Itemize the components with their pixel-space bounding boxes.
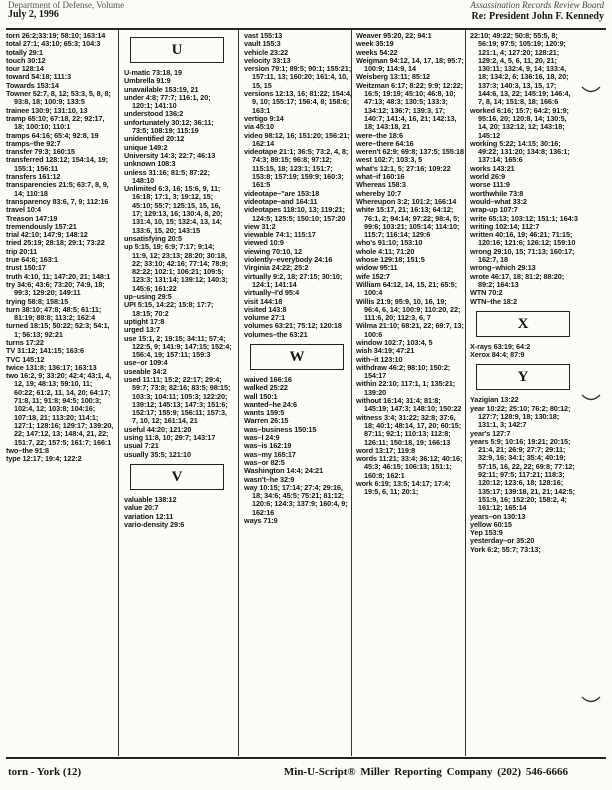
index-entry: Weaver 95:20, 22; 94:1	[356, 32, 432, 40]
index-entry: works 143:21	[470, 163, 515, 173]
index-entry: turned 18:15; 50:22; 52:3; 54:1, 1; 56:13; 92:21	[6, 321, 110, 339]
index-entry: withdraw 46:2; 98:10; 150:2; 154:17	[356, 362, 451, 381]
index-entry: usual 7:21	[124, 441, 159, 451]
index-entry: visit 144:18	[244, 296, 283, 306]
index-column-5	[470, 32, 578, 754]
index-entry: tour 128:14	[6, 64, 44, 74]
index-entry: whereby 10:7	[356, 188, 402, 198]
index-entry: trial 42:10; 147:9; 148:12	[6, 230, 88, 240]
index-entry: tremendously 157:21	[6, 221, 77, 231]
index-entry: view 31:2	[244, 221, 276, 231]
index-entry: up–using 29:5	[124, 292, 172, 302]
index-entry: viewed 10:9	[244, 238, 284, 248]
index-entry: variation 12:11	[124, 511, 174, 521]
index-entry: wife 152:7	[356, 271, 390, 281]
index-entry: writing 102:14; 112:7	[470, 221, 540, 231]
index-entry: totally 29:1	[6, 47, 43, 57]
index-column-1	[6, 32, 114, 754]
index-entry: 22:10; 49:22; 50:8; 55:5, 8; 56:19; 97:5; 105:19; 120:9; 121:1, 4; 127:20; 128:21; 129:2, 4, 5, 6, 11, 20, 21; 130:11; 132:4, 9, 14; 133:4, 18; 134:2, 6; 136:16, 18, 20; 137:3; 140:3, 13, 15, 17; 144:6, 13, 22; 145:19; 146:4, 7, 8, 14; 151:8, 18; 166:6	[470, 32, 571, 107]
index-entry: wrong 29:10, 15; 71:13; 160:17; 162:7, 18	[470, 246, 575, 265]
footer-publisher: Min-U-Script® Miller Reporting Company (202) 546-6666	[283, 766, 568, 778]
index-entry: tramps 64:16; 65:4; 92:8, 19	[6, 130, 99, 140]
index-entry: Warren 26:15	[244, 416, 289, 426]
index-entry: type 12:17; 19:4; 122:2	[6, 454, 82, 464]
index-column-3	[244, 32, 352, 754]
index-entry: turn 38:10; 47:8; 48:5; 61:11; 81:19; 88:8; 113:2; 162:4	[6, 304, 102, 323]
index-entry: Yazigian 13:22	[470, 395, 519, 405]
index-entry: wrong–which 29:13	[470, 263, 536, 273]
index-entry: what–if 160:16	[356, 172, 405, 182]
index-entry: travel 10:4	[6, 205, 42, 215]
index-entry: with–it 123:10	[356, 354, 403, 364]
index-entry: years 5:9; 10:16; 19:21; 20:15; 21:4, 21; 26:9; 27:7; 29:11; 32:9, 16; 34:1; 35:4; 40:19; 57:15, 16, 22, 22; 69:8; 77:12; 92:11; 97:5; 117:21; 118:3; 120:12; 123:6, 18; 128:16; 135:17; 139:18, 21, 21; 142:5; 151:9, 16; 152:20; 158:2, 4; 161:12; 165:14	[470, 436, 575, 513]
index-entry: using 11:8, 10; 29:7; 143:17	[124, 433, 216, 443]
index-entry: torn 26:2;33:19; 58:10; 163:14	[6, 32, 106, 40]
index-entry: witness 3:4; 31:22; 32:8; 37:6, 18; 40:1; 48:14, 17, 20; 60:15; 87:11; 92:1; 110:13; 112:8; 126:11; 150:18, 19; 166:13	[356, 412, 462, 447]
index-entry: was–my 165:17	[244, 449, 296, 459]
index-entry: white 15:17, 21; 16:13; 64:12; 76:1, 2; 94:14; 97:22; 98:4, 5; 99:6; 103:21; 105:14; 114:10; 115:7; 116:14; 129:6	[356, 205, 460, 240]
index-entry: TVC 145:12	[6, 354, 45, 364]
header-right	[470, 0, 604, 22]
index-entry: total 27:1; 43:10; 65:3; 104:3	[6, 39, 101, 49]
index-entry: videotape–and 164:11	[244, 196, 318, 206]
index-entry: via 45:10	[244, 122, 274, 132]
index-entry: unidentified 20:12	[124, 134, 185, 144]
index-entry: yellow 60:15	[470, 519, 512, 529]
index-entry: Umbrella 91:9	[124, 76, 171, 86]
index-entry: week 35:19	[356, 39, 394, 49]
index-entry: whose 129:18; 151:5	[356, 255, 425, 265]
index-entry: walked 25:22	[244, 383, 288, 393]
index-entry: use–or 109:4	[124, 358, 168, 368]
column-divider	[465, 30, 466, 756]
index-entry: WTN–the 18:2	[470, 296, 518, 306]
index-entry: wasn't–he 32:9	[244, 474, 295, 484]
index-entry: year 10:22; 25:10; 76:2; 80:12; 127:7; 128:9, 18; 130:18; 131:1, 3; 142:7	[470, 403, 571, 430]
index-entry: Whereas 158:3	[356, 180, 406, 190]
index-entry: Weitzman 6:17; 8:22; 9:9; 12:22; 16:5; 19:19; 45:10; 46:8, 10; 47:13; 48:3; 130:5; 133:3; 134:12; 136:7; 139:3, 17; 140:7; 141:4, 16, 21; 142:13, 18; 143:18, 21	[356, 80, 463, 132]
hole-punch-mark	[580, 392, 602, 404]
index-entry: worthwhile 73:8	[470, 188, 524, 198]
index-entry: York 6:2; 55:7; 73:13;	[470, 544, 541, 554]
letter-section-heading: W	[250, 344, 344, 370]
index-entry: touch 30:12	[6, 55, 46, 65]
index-entry: Wilma 21:10; 68:21, 22; 69:7, 13; 100:6	[356, 321, 464, 339]
index-entry: was–business 150:15	[244, 424, 317, 434]
index-entry: were–the 18:6	[356, 130, 403, 140]
index-entry: unknown 108:3	[124, 159, 176, 169]
header-rule	[6, 28, 606, 30]
index-entry: videotape 21:1; 36:5; 73:2, 4, 8; 74:3; 89:15; 96:8; 97:12; 115:15, 18; 123:1; 151:7; 153:8; 157:19; 159:9; 160:3; 161:5	[244, 147, 349, 190]
index-entry: word 13:17; 119:8	[356, 445, 416, 455]
index-entry: toward 54:18; 111:3	[6, 72, 72, 82]
column-divider	[118, 30, 119, 756]
index-entry: versions 12:13, 16; 81:22; 154:4, 9, 10; 155:17; 156:4, 8; 158:6; 163:1	[244, 89, 352, 115]
index-entry: useful 44:20; 121:20	[124, 424, 192, 434]
index-entry: wrote 46:17, 18; 81:2; 88:20; 89:2; 164:13	[470, 271, 565, 289]
index-entry: WTN 70:2	[470, 288, 503, 298]
index-entry: were–there 64:16	[356, 138, 414, 148]
index-entry: whole 4:11; 71:20	[356, 246, 415, 256]
index-entry: was–or 82:5	[244, 457, 285, 467]
index-entry: UPI 5:15, 14:22; 15:8; 17:7; 18:15; 70:2	[124, 300, 214, 318]
index-entry: tried 25:19; 28:18; 29:1; 73:22	[6, 238, 105, 248]
index-entry: unique 149:2	[124, 142, 168, 152]
index-entry: world 26:9	[470, 172, 506, 182]
index-entry: wants 159:5	[244, 408, 285, 418]
index-entry: volumes–the 63:21	[244, 329, 308, 339]
hole-punch-mark	[580, 694, 602, 706]
index-entry: transfers 161:12	[6, 172, 61, 182]
index-entry: wanted–he 24:6	[244, 399, 297, 409]
index-entry: volume 27:1	[244, 313, 286, 323]
index-entry: words 11:21; 33:4; 36:12; 40:16; 45:3; 46:15; 106:13; 151:1; 160:8; 162:1	[356, 454, 463, 480]
index-entry: violently–everybody 24:16	[244, 255, 333, 265]
index-entry: west 102:7; 103:3, 5	[356, 155, 423, 165]
index-entry: work 6:19; 13:5; 14:17; 17:4; 19:5, 6, 11; 20:1;	[356, 479, 451, 497]
index-entry: up 5:15, 19; 6:9; 7:17; 9:14; 11:9, 12; 23:13; 28:20; 30:18, 22; 33:10; 42:16; 77:14; 78:9; 82:22; 102:1; 106:21; 109:5; 123:3; 131:14; 139:12; 140:3; 145:6; 161:22	[124, 242, 228, 293]
index-entry: written 40:16, 19; 46:21; 71:15; 120:16; 121:6; 126:12; 159:10	[470, 230, 576, 248]
header-date: July 2, 1996	[8, 9, 59, 20]
index-entry: vertigo 9:14	[244, 113, 284, 123]
index-entry: years–on 130:13	[470, 511, 526, 521]
index-entry: within 22:10; 117:1, 1; 135:21; 139:20	[356, 379, 456, 397]
index-entry: weeks 54:22	[356, 47, 398, 57]
index-entry: true 64:6; 163:1	[6, 255, 58, 265]
index-entry: was–I 24:9	[244, 433, 280, 443]
index-entry: volumes 63:21; 75:12; 120:18	[244, 321, 342, 331]
index-column-2	[124, 32, 232, 754]
index-entry: two–the 91:8	[6, 445, 49, 455]
index-entry: uptight 17:8	[124, 316, 165, 326]
index-entry: would–what 33:2	[470, 196, 527, 206]
letter-section-heading: X	[476, 311, 570, 337]
index-entry: video 98:12, 16; 151:20; 156:21; 162:14	[244, 130, 350, 148]
index-entry: TV 31:12; 141:15; 163:6	[6, 346, 85, 356]
index-entry: worked 6:16; 15:7; 64:2; 91:9; 95:16, 20; 120:8, 14; 130:5, 14, 20; 132:12, 12; 143:18; 145:12	[470, 105, 569, 140]
index-entry: weren't 62:9; 69:8; 137:5; 155:18	[356, 147, 464, 157]
index-entry: was–is 162:19	[244, 441, 292, 451]
index-entry: viewable 74:1; 115:17	[244, 230, 316, 240]
column-divider	[238, 30, 239, 756]
index-entry: what's 12:1, 5; 27:16; 109:22	[356, 163, 451, 173]
index-entry: window 102:7; 103:4, 5	[356, 337, 433, 347]
index-entry: twice 131:8; 136:17; 163:13	[6, 362, 97, 372]
index-entry: vehicle 23:22	[244, 47, 289, 57]
index-entry: unsatisfying 20:5	[124, 233, 182, 243]
index-entry: transparency 83:6, 7, 9; 112:16	[6, 196, 109, 206]
index-entry: trip 20:11	[6, 246, 38, 256]
index-entry: working 5:22; 14:15; 30:16; 49:22; 131:20; 134:8; 136:1; 137:14; 165:6	[470, 138, 570, 165]
index-entry: ways 71:9	[244, 516, 278, 526]
index-entry: two 16:2, 9; 33:20; 42:4; 43:1, 4, 12, 19; 48:13; 59:10, 11; 60:22; 61:2, 11, 14, 20; 64:17; 71:8, 11; 91:8; 94:5; 100:3; 102:4, 12; 103:8; 104:16; 107:18, 21; 113:20; 114:1; 127:1; 128:16; 129:17; 139:20, 22; 147:12, 13; 148:4, 21, 22; 151:7, 22; 157:5; 161:7; 166:1	[6, 371, 114, 447]
index-entry: urged 13:7	[124, 325, 160, 335]
index-entry: U-matic 73:18, 19	[124, 68, 182, 77]
index-entry: University 14:3; 22:7; 46:13	[124, 150, 216, 160]
index-entry: trust 150:17	[6, 263, 46, 273]
index-entry: who's 91:10; 153:10	[356, 238, 423, 248]
index-entry: widow 95:11	[356, 263, 398, 273]
index-entry: wall 150:1	[244, 391, 278, 401]
index-entry: Towards 153:14	[6, 80, 59, 90]
index-entry: valuable 138:12	[124, 494, 177, 504]
header-subject: Re: President John F. Kennedy	[471, 11, 604, 22]
index-entry: trying 58:8; 158:15	[6, 296, 69, 306]
index-entry: truth 4:10, 11; 147:20, 21; 148:1	[6, 271, 111, 281]
index-entry: understood 136:2	[124, 109, 184, 119]
index-entry: way 10:15; 17:14; 27:4; 29:16, 18; 34:6; 45:5; 75:21; 81:12; 120:6; 124:3; 137:9; 160:4, 9; 162:16	[244, 482, 348, 517]
index-entry: transferred 128:12; 154:14, 19; 155:1; 156:11	[6, 155, 108, 173]
hole-punch-mark	[580, 84, 602, 96]
index-entry: version 79:1; 89:5; 90:1; 155:21; 157:11, 13; 160:20; 161:4, 10, 15, 15	[244, 64, 352, 90]
header-department: Department of Defense, Volume	[8, 0, 125, 10]
footer-page-label: torn - York (12)	[8, 766, 82, 778]
index-entry: velocity 33:13	[244, 55, 291, 65]
index-entry: waived 166:16	[244, 374, 292, 384]
index-entry: vario-density 29:6	[124, 519, 185, 529]
index-entry: transfer 79:3; 160:15	[6, 147, 75, 157]
index-entry: virtually–I'd 95:4	[244, 288, 300, 298]
index-entry: virtually 9:2, 18; 27:15; 30:10; 124:1; 141:14	[244, 271, 343, 289]
letter-section-heading: V	[130, 464, 224, 490]
index-entry: Towner 52:7, 8, 12; 53:3, 5, 8, 8; 93:8, 18; 100:9; 133:5	[6, 89, 111, 107]
index-entry: useable 34:2	[124, 366, 167, 376]
index-entry: write 65:13; 103:12; 151:1; 164:3	[470, 213, 578, 223]
index-entry: Xerox 84:4; 87:9	[470, 350, 525, 360]
header-board: Assassination Records Review Board	[470, 0, 604, 10]
index-entry: wish 34:19; 47:21	[356, 346, 415, 356]
index-entry: unfortunately 30:12; 36:11; 73:5; 108:19; 115:19	[124, 117, 214, 136]
index-entry: use 15:1, 2; 19:15; 34:11; 57:4; 122:5, 9; 141:9; 147:15; 152:4; 156:4, 19; 157:11; 159:3	[124, 333, 232, 360]
index-entry: Unlimited 6:3, 16; 15:6, 9, 11; 16:18; 17:1, 3; 19:12, 15; 45:10; 55:7; 125:15, 15, 16, 17; 129:13, 16; 130:4, 8, 20; 131:4, 10, 15; 132:4, 13, 14; 133:6, 15, 20; 143:15	[124, 184, 223, 235]
index-entry: try 34:6; 43:6; 73:20; 74:9, 18; 99:3; 129:20; 149:11	[6, 279, 105, 298]
index-entry: unless 31:16; 81:5; 87:22; 148:10	[124, 167, 210, 185]
index-entry: transparencies 21:5; 63:7, 8, 9, 14; 110:18	[6, 180, 109, 198]
index-entry: vast 155:13	[244, 32, 283, 40]
index-entry: visited 143:8	[244, 304, 287, 314]
index-entry: Willis 21:9; 95:9, 10, 16, 19; 96:4, 6, 14; 100:9; 110:20, 22; 111:6, 20; 112:3, 6, 7	[356, 296, 461, 323]
index-entry: Whereupon 3:2; 101:2; 166:14	[356, 196, 457, 206]
index-entry: wrap-up 107:7	[470, 205, 518, 215]
index-entry: under 4:8; 77:7; 116:1, 20; 120:1; 141:10	[124, 92, 211, 111]
index-entry: videotape–"are 153:18	[244, 188, 320, 198]
index-entry: tramps–the 92:7	[6, 138, 61, 148]
index-column-4	[356, 32, 464, 754]
letter-section-heading: U	[130, 37, 224, 63]
footer-rule	[6, 757, 606, 759]
index-entry: Treason 147:19	[6, 213, 58, 223]
index-entry: unavailable 153:19, 21	[124, 84, 199, 94]
index-entry: usually 35:5; 121:10	[124, 449, 191, 459]
index-entry: yesterday–or 35:20	[470, 536, 535, 546]
index-entry: tramp 65:10; 67:18, 22; 92:17, 18; 100:10; 110:1	[6, 113, 105, 132]
index-entry: viewing 70:10, 12	[244, 246, 302, 256]
index-entry: William 64:12, 14, 15, 21; 65:5; 100:4	[356, 279, 457, 298]
index-entry: used 11:11; 15:2; 22:17; 29:4; 59:7; 73:8; 82:16; 83:5; 98:15; 103:3; 104:11; 105:3; 122:20; 139:12; 145:13; 147:3; 151:6; 152:17; 155:9; 156:11; 157:3, 7, 10, 12; 161:14, 21	[124, 374, 231, 426]
index-entry: worse 111:9	[470, 180, 510, 190]
index-entry: vault 155:3	[244, 39, 281, 49]
index-entry: Weisberg 13:11; 85:12	[356, 72, 431, 82]
header-left	[8, 0, 124, 20]
letter-section-heading: Y	[476, 364, 570, 390]
index-entry: year's 127:7	[470, 428, 511, 438]
index-entry: X-rays 63:19; 64:2	[470, 341, 531, 351]
index-entry: Washington 14:4; 24:21	[244, 466, 324, 476]
index-entry: value 20:7	[124, 503, 159, 513]
index-entry: turns 17:22	[6, 337, 44, 347]
index-entry: Yep 153:9	[470, 528, 503, 538]
index-entry: Virginia 24:22; 25:2	[244, 263, 309, 273]
index-entry: Weigman 94:12, 14, 17, 18; 95:7; 100:9; 114:9, 14	[356, 55, 464, 74]
index-entry: videotapes 118:10, 13; 119:21; 124:5; 125:5; 150:10; 157:20	[244, 205, 346, 223]
index-entry: trainee 130:9; 131:10, 13	[6, 105, 88, 115]
index-entry: without 16:14; 31:4; 81:8; 145:19; 147:3; 148:10; 150:22	[356, 396, 462, 414]
